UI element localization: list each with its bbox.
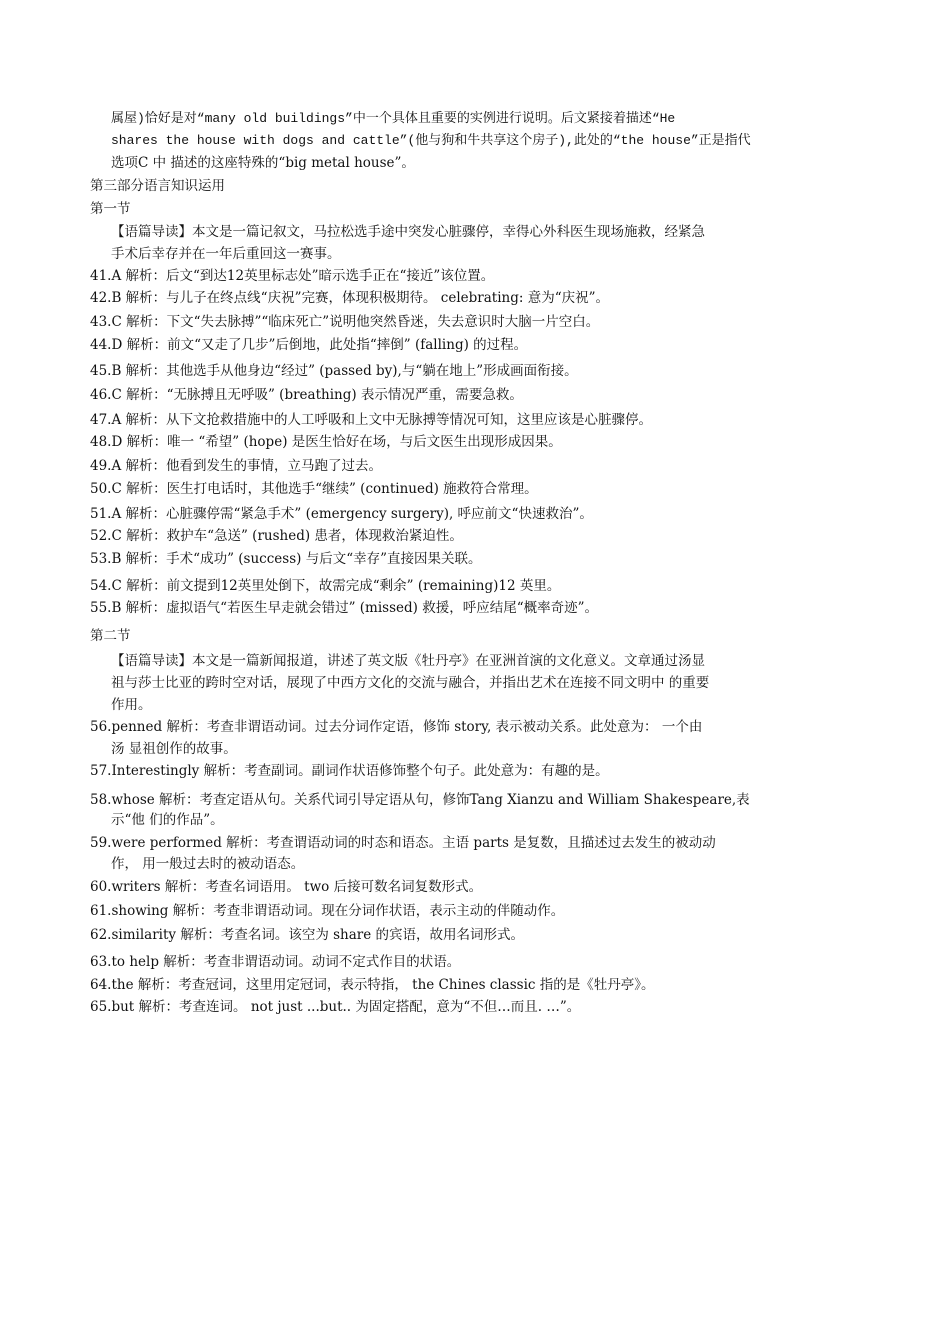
answer-line-cont: 示“他 们的作品”。 [111, 812, 224, 828]
paragraph-line: 属屋)恰好是对“many old buildings”中一个具体且重要的实例进行说明。后文紧接着描述“He [111, 111, 676, 126]
answer-line: 57.Interestingly 解析：考查副词。副词作状语修饰整个句子。此处意为：有趣的是。 [90, 763, 609, 779]
answer-line: 49.A 解析：他看到发生的事情，立马跑了过去。 [90, 458, 383, 474]
answer-line: 56.penned 解析：考查非谓语动词。过去分词作定语，修饰 story, 表示被动关系。此处意为： 一个由 [90, 719, 703, 735]
answer-line: 60.writers 解析：考查名词语用。 two 后接可数名词复数形式。 [90, 879, 483, 895]
part-heading: 第三部分语言知识运用 [90, 178, 225, 194]
answer-line: 45.B 解析：其他选手从他身边“经过” (passed by),与“躺在地上”形成画面衔接。 [90, 363, 578, 379]
answer-line: 43.C 解析：下文“失去脉搏”“临床死亡”说明他突然昏迷，失去意识时大脑一片空白。 [90, 314, 600, 330]
answer-line: 52.C 解析：救护车“急送” (rushed) 患者，体现救治紧迫性。 [90, 528, 463, 544]
answer-line: 51.A 解析：心脏骤停需“紧急手术” (emergency surgery), 呼应前文“快速救治”。 [90, 506, 593, 522]
answer-line: 41.A 解析：后文“到达12英里标志处”暗示选手正在“接近”该位置。 [90, 268, 495, 284]
answer-line: 64.the 解析：考查冠词，这里用定冠词，表示特指， the Chines classic 指的是《牡丹亭》。 [90, 977, 655, 993]
answer-line: 61.showing 解析：考查非谓语动词。现在分词作状语，表示主动的伴随动作。 [90, 903, 565, 919]
answer-line: 42.B 解析：与儿子在终点线“庆祝”完赛，体现积极期待。 celebrating: 意为“庆祝”。 [90, 290, 609, 306]
section-heading: 第二节 [90, 628, 131, 644]
passage-intro-line: 手术后幸存并在一年后重回这一赛事。 [111, 246, 341, 262]
answer-line-cont: 作， 用一般过去时的被动语态。 [111, 856, 305, 872]
paragraph-line: 选项C 中 描述的这座特殊的“big metal house”。 [111, 155, 415, 171]
passage-intro-line: 祖与莎士比亚的跨时空对话，展现了中西方文化的交流与融合，并指出艺术在连接不同文明中 的重要 [111, 675, 710, 691]
answer-line: 55.B 解析：虚拟语气“若医生早走就会错过” (missed) 救援，呼应结尾“概率奇迹”。 [90, 600, 599, 616]
answer-line: 54.C 解析：前文提到12英里处倒下，故需完成“剩余” (remaining)12 英里。 [90, 578, 561, 594]
answer-line: 47.A 解析：从下文抢救措施中的人工呼吸和上文中无脉搏等情况可知，这里应该是心脏骤停。 [90, 412, 653, 428]
passage-intro-line: 作用。 [111, 697, 152, 713]
passage-intro-line: 【语篇导读】本文是一篇记叙文，马拉松选手途中突发心脏骤停，幸得心外科医生现场施救，经紧急 [111, 224, 705, 240]
answer-line: 62.similarity 解析：考查名词。该空为 share 的宾语，故用名词形式。 [90, 927, 525, 943]
answer-line: 50.C 解析：医生打电话时，其他选手“继续” (continued) 施救符合常理。 [90, 481, 538, 497]
answer-line: 63.to help 解析：考查非谓语动词。动词不定式作目的状语。 [90, 954, 461, 970]
answer-line: 44.D 解析：前文“又走了几步”后倒地，此处指“摔倒” (falling) 的过程。 [90, 337, 528, 353]
passage-intro-line: 【语篇导读】本文是一篇新闻报道，讲述了英文版《牡丹亭》在亚洲首演的文化意义。文章通过汤显 [111, 653, 705, 669]
answer-line: 59.were performed 解析：考查谓语动词的时态和语态。主语 parts 是复数，且描述过去发生的被动动 [90, 835, 716, 851]
answer-line: 53.B 解析：手术“成功” (success) 与后文“幸存”直接因果关联。 [90, 551, 482, 567]
section-heading: 第一节 [90, 201, 131, 217]
answer-line: 65.but 解析：考查连词。 not just ...but.. 为固定搭配，意为“不但…而且. …”。 [90, 999, 581, 1015]
answer-line: 48.D 解析：唯一 “希望” (hope) 是医生恰好在场，与后文医生出现形成因果。 [90, 434, 562, 450]
answer-line: 58.whose 解析：考查定语从句。关系代词引导定语从句，修饰Tang Xianzu and William Shakespeare,表 [90, 792, 750, 808]
paragraph-line: shares the house with dogs and cattle”(他与狗和牛共享这个房子),此处的“the house”正是指代 [111, 133, 751, 148]
answer-line-cont: 汤 显祖创作的故事。 [111, 741, 237, 757]
answer-line: 46.C 解析：“无脉搏且无呼吸” (breathing) 表示情况严重，需要急救。 [90, 387, 523, 403]
